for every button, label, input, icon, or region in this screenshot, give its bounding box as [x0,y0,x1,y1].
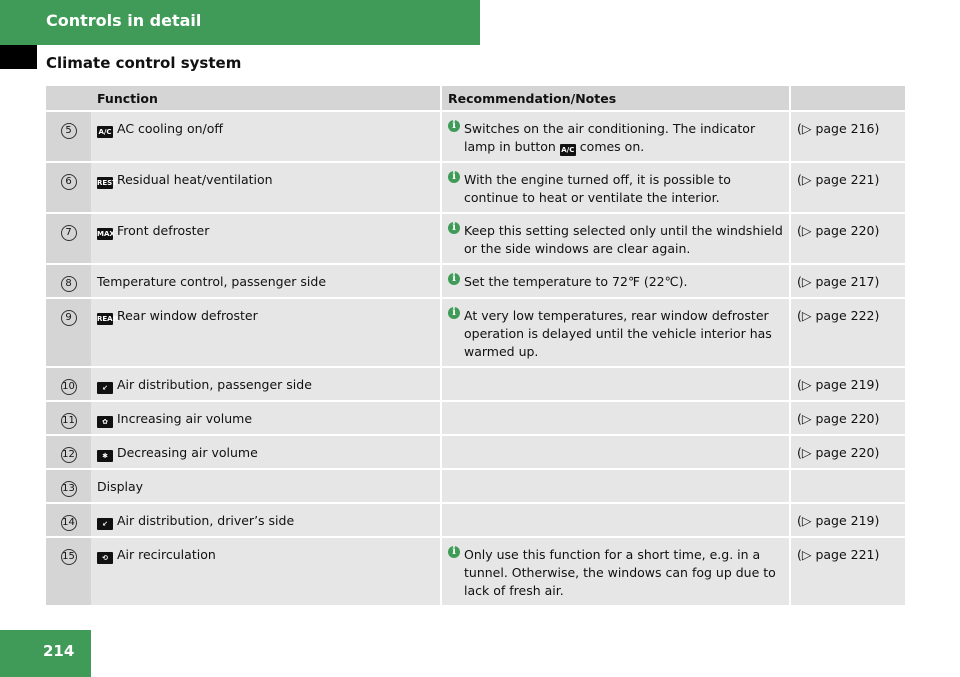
page-ref [789,470,905,502]
function-label: Rear window defroster [116,308,258,323]
front-defroster-icon: MAX [97,230,115,238]
table-header-row [46,86,905,110]
recirculation-icon: ⟲ [97,552,113,564]
notes-cell [440,470,789,502]
function-cell [91,163,440,212]
item-number: 10 [61,379,77,395]
item-number: 9 [61,310,77,326]
function-label: Display [97,479,144,494]
item-number-cell [46,265,91,297]
item-number-cell [46,538,91,605]
item-number-cell [46,436,91,468]
notes-cell [440,265,789,297]
table-row [46,112,905,161]
function-label: Air distribution, driver’s side [116,513,295,528]
fan-decrease-icon: ✱ [97,450,113,462]
section-title: Controls in detail [46,11,202,30]
function-cell [91,538,440,605]
function-cell [91,112,440,161]
notes-cell [440,214,789,263]
info-icon: i [448,222,460,234]
section-header-bar [0,0,480,45]
item-number-cell [46,214,91,263]
item-number-cell [46,402,91,434]
note-tail: comes on. [579,139,645,154]
function-label: Decreasing air volume [116,445,258,460]
page-ref: (▷ page 216) [789,112,905,161]
note-text: Only use this function for a short time, e.g. in a tunnel. Otherwise, the windows can fog up due to lack of fresh air. [464,547,776,598]
table-row [46,470,905,502]
header-function: Function [91,86,440,110]
table-row [46,163,905,212]
notes-cell [440,163,789,212]
item-number: 8 [61,276,77,292]
page-ref: (▷ page 217) [789,265,905,297]
item-number: 11 [61,413,77,429]
header-notes: Recommendation/Notes [440,86,789,110]
notes-cell [440,368,789,400]
table-row [46,538,905,605]
table-row [46,402,905,434]
note-text: Switches on the air conditioning. The indicator lamp in button [464,121,756,154]
info-icon: i [448,546,460,558]
air-distribution-icon: ↙ [97,382,113,394]
item-number-cell [46,163,91,212]
item-number-cell [46,299,91,366]
notes-cell [440,112,789,161]
notes-cell [440,436,789,468]
page-number-tab [0,630,91,677]
item-number: 12 [61,447,77,463]
note-text: At very low temperatures, rear window defroster operation is delayed until the vehicle interior has warmed up. [464,308,772,359]
page-ref: (▷ page 219) [789,368,905,400]
note-text: With the engine turned off, it is possible to continue to heat or ventilate the interior. [464,172,731,205]
header-marker [0,45,37,69]
page-number: 214 [43,642,75,660]
table-row [46,265,905,297]
function-label: Air distribution, passenger side [116,377,312,392]
notes-cell [440,504,789,536]
page-ref: (▷ page 221) [789,538,905,605]
item-number: 7 [61,225,77,241]
item-number: 15 [61,549,77,565]
table-row [46,436,905,468]
function-cell [91,470,440,502]
note-text: Keep this setting selected only until the windshield or the side windows are clear again. [464,223,783,256]
item-number-cell [46,504,91,536]
info-icon: i [448,273,460,285]
page-ref: (▷ page 219) [789,504,905,536]
function-cell [91,214,440,263]
page-subtitle: Climate control system [46,54,242,72]
item-number: 5 [61,123,77,139]
item-number-cell [46,112,91,161]
table-row [46,368,905,400]
function-cell [91,265,440,297]
item-number: 14 [61,515,77,531]
function-label: AC cooling on/off [116,121,224,136]
function-label: Front defroster [116,223,210,238]
ac-button-icon: A/C [561,146,575,154]
item-number: 6 [61,174,77,190]
table-row [46,214,905,263]
info-icon: i [448,171,460,183]
function-label: Increasing air volume [116,411,253,426]
function-label: Air recirculation [116,547,216,562]
rest-button-icon: REST [97,179,117,187]
page-ref: (▷ page 221) [789,163,905,212]
notes-cell [440,299,789,366]
page-ref: (▷ page 220) [789,214,905,263]
header-num [46,86,91,110]
info-icon: i [448,120,460,132]
fan-increase-icon: ✿ [97,416,113,428]
notes-cell [440,538,789,605]
page-ref: (▷ page 222) [789,299,905,366]
page-ref: (▷ page 220) [789,402,905,434]
controls-table [46,84,905,607]
function-cell [91,368,440,400]
note-text: Set the temperature to 72℉ (22℃). [464,274,688,289]
function-cell [91,299,440,366]
notes-cell [440,402,789,434]
ac-button-icon: A/C [98,128,112,136]
function-label: Temperature control, passenger side [97,274,327,289]
function-cell [91,504,440,536]
item-number-cell [46,470,91,502]
air-distribution-icon: ↙ [97,518,113,530]
table-row [46,504,905,536]
rear-defroster-icon: REAR [97,315,118,323]
function-cell [91,436,440,468]
function-cell [91,402,440,434]
header-page [789,86,905,110]
item-number: 13 [61,481,77,497]
table-row [46,299,905,366]
item-number-cell [46,368,91,400]
page-ref: (▷ page 220) [789,436,905,468]
function-label: Residual heat/ventilation [116,172,273,187]
info-icon: i [448,307,460,319]
